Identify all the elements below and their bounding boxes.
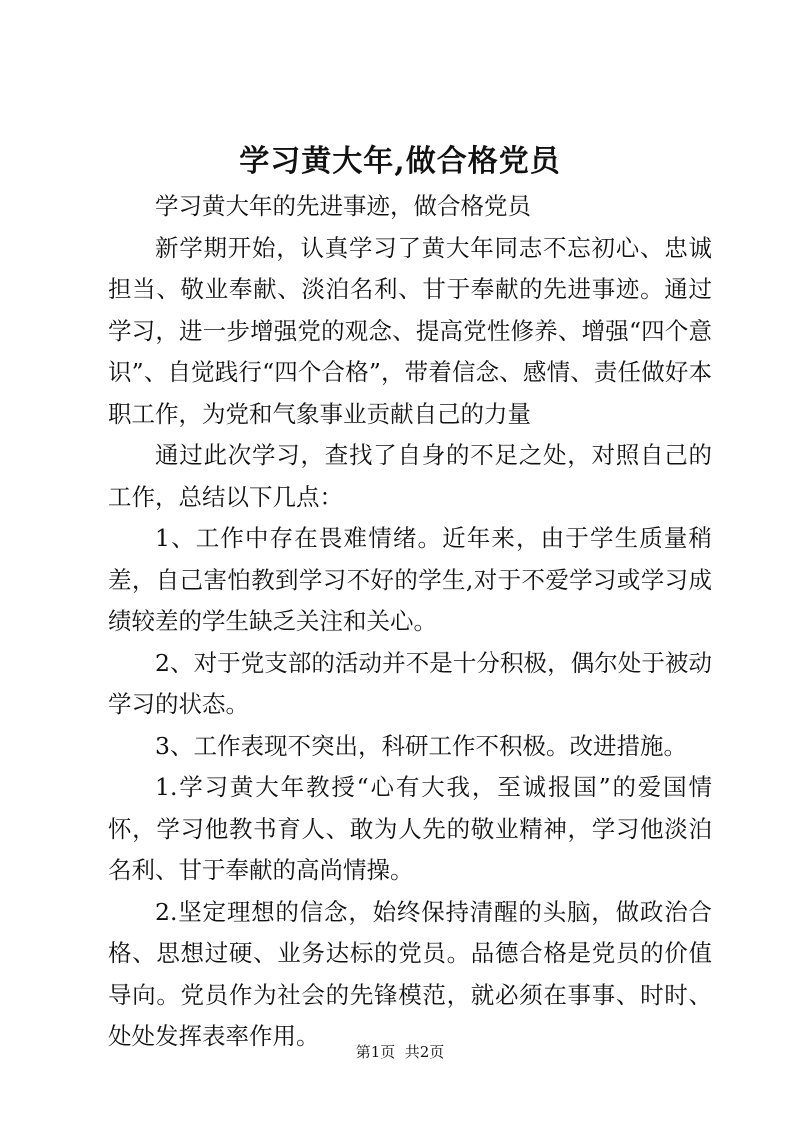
measure-1-paragraph: 1.学习黄大年教授“心有大我，至诚报国”的爱国情怀，学习他教书育人、敢为人先的敬业精神，学习他淡泊名利、甘于奉献的高尚情操。 [108, 773, 712, 884]
summary-paragraph: 通过此次学习，查找了自身的不足之处，对照自己的工作，总结以下几点： [108, 441, 712, 511]
point-2-paragraph: 2、对于党支部的活动并不是十分积极，偶尔处于被动学习的状态。 [108, 648, 712, 718]
page-footer [0, 1041, 800, 1063]
document-body [108, 186, 712, 1058]
point-1-paragraph: 1、工作中存在畏难情绪。近年来，由于学生质量稍差，自己害怕教到学习不好的学生,对于不爱学习或学习成绩较差的学生缺乏关注和关心。 [108, 524, 712, 635]
page-number: 第1页 共2页 [355, 1043, 445, 1061]
measure-2-paragraph: 2.坚定理想的信念，始终保持清醒的头脑，做政治合格、思想过硬、业务达标的党员。品德合格是党员的价值导向。党员作为社会的先锋模范，就必须在事事、时时、处处发挥表率作用。 [108, 897, 712, 1050]
subtitle-paragraph: 学习黄大年的先进事迹，做合格党员 [155, 192, 531, 220]
document-title: 学习黄大年,做合格党员 [239, 144, 561, 179]
intro-paragraph: 新学期开始，认真学习了黄大年同志不忘初心、忠诚担当、敬业奉献、淡泊名利、甘于奉献的先进事迹。通过学习，进一步增强党的观念、提高党性修养、增强“四个意识”、自觉践行“四个合格”，带着信念、感情、责任做好本职工作，为党和气象事业贡献自己的力量 [108, 233, 712, 428]
point-3-paragraph: 3、工作表现不突出，科研工作不积极。改进措施。 [155, 731, 687, 760]
